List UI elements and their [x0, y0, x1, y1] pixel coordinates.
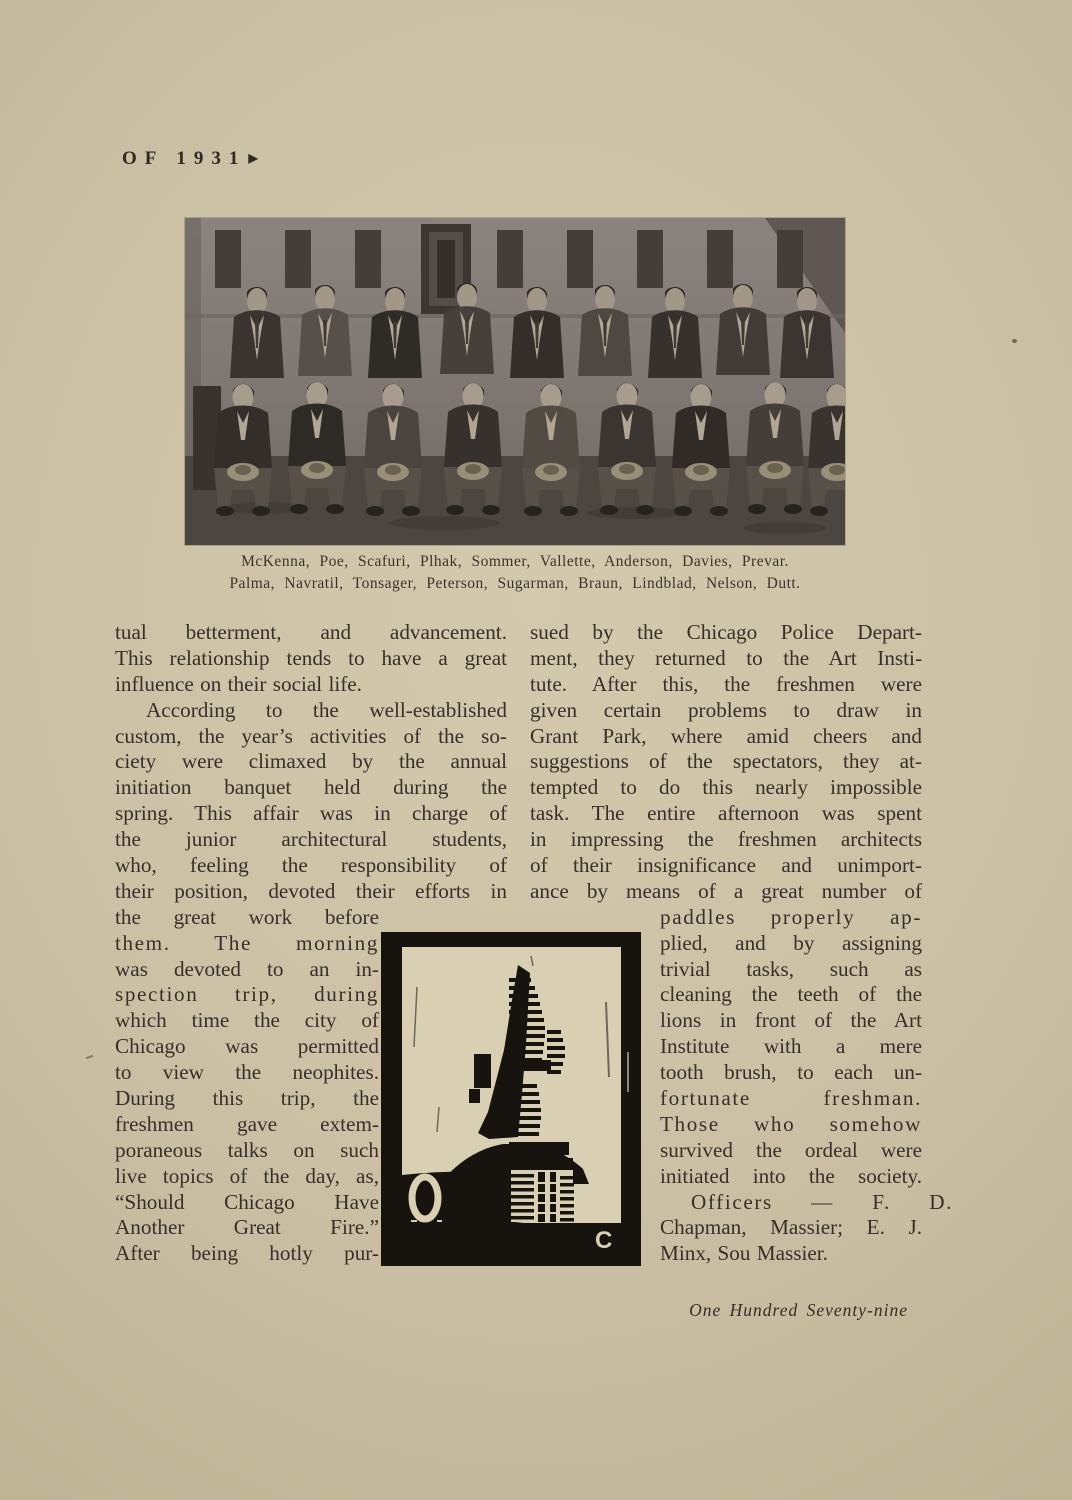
text-line: After being hotly pur- — [115, 1241, 379, 1266]
text-line: live topics of the day, as, — [115, 1163, 379, 1188]
page-header — [122, 148, 258, 170]
text-line: plied, and by assigning — [660, 930, 922, 955]
text-line: ance by means of a great number of — [530, 878, 922, 903]
text-line: suggestions of the spectators, they at- — [530, 749, 922, 774]
scan-speck — [86, 1055, 93, 1059]
text-line: who, feeling the responsibility of — [115, 853, 507, 878]
text-line: According to the well-established — [146, 697, 507, 722]
text-line: tooth brush, to each un- — [660, 1060, 922, 1085]
text-line: spring. This affair was in charge of — [115, 801, 507, 826]
text-line: spection trip, during — [115, 982, 379, 1007]
text-line: paddles properly ap- — [660, 904, 922, 929]
text-line: the great work before — [115, 904, 379, 929]
text-line: their position, devoted their efforts in — [115, 878, 507, 903]
group-photo-scene — [185, 218, 845, 545]
text-line: survived the ordeal were — [660, 1137, 922, 1162]
text-line: them. The morning — [115, 930, 379, 955]
text-line: This relationship tends to have a great — [115, 645, 507, 670]
text-line: tute. After this, the freshmen were — [530, 671, 922, 696]
text-line: ment, they returned to the Art Insti- — [530, 645, 922, 670]
text-line: Grant Park, where amid cheers and — [530, 723, 922, 748]
text-line: Officers — F. D. — [691, 1189, 953, 1214]
woodcut-illustration — [381, 932, 641, 1266]
artist-signature: C — [595, 1227, 613, 1254]
caption-line: McKenna, Poe, Scafuri, Plhak, Sommer, Vallette, Anderson, Davies, Prevar. — [241, 553, 789, 570]
text-line: Chapman, Massier; E. J. — [660, 1215, 922, 1240]
caption-line: Palma, Navratil, Tonsager, Peterson, Sugarman, Braun, Lindblad, Nelson, Dutt. — [229, 574, 801, 592]
text-line: Institute with a mere — [660, 1034, 922, 1059]
scan-speck — [1012, 339, 1017, 343]
text-line: Another Great Fire.” — [115, 1215, 379, 1240]
text-line: was devoted to an in- — [115, 956, 379, 981]
right-triangle-icon: ▶ — [248, 151, 258, 165]
text-line: Minx, Sou Massier. — [660, 1241, 828, 1266]
text-line: poraneous talks on such — [115, 1137, 379, 1162]
text-line: trivial tasks, such as — [660, 956, 922, 981]
text-line: which time the city of — [115, 1008, 379, 1033]
text-line: fortunate freshman. — [660, 1086, 922, 1111]
text-line: sued by the Chicago Police Depart- — [530, 620, 922, 644]
text-line: freshmen gave extem- — [115, 1111, 379, 1136]
text-line: initiation banquet held during the — [115, 775, 507, 800]
text-line: the junior architectural students, — [115, 827, 507, 852]
text-line: lions in front of the Art — [660, 1008, 922, 1033]
text-line: initiated into the society. — [660, 1163, 922, 1188]
text-line: task. The entire afternoon was spent — [530, 801, 922, 826]
header-text: OF 1931 — [122, 148, 247, 169]
text-line: cleaning the teeth of the — [660, 982, 922, 1007]
text-line: Chicago was permitted — [115, 1034, 379, 1059]
text-line: in impressing the freshmen architects — [530, 827, 922, 852]
text-line: Those who somehow — [660, 1111, 922, 1136]
text-line: tempted to do this nearly impossible — [530, 775, 922, 800]
text-line: to view the neophites. — [115, 1060, 379, 1085]
group-photo — [185, 218, 845, 545]
page-number: One Hundred Seventy-nine — [689, 1300, 908, 1320]
text-line: influence on their social life. — [115, 671, 362, 696]
text-line: tual betterment, and advancement. — [115, 620, 507, 644]
text-line: custom, the year’s activities of the so- — [115, 723, 507, 748]
photo-caption — [165, 551, 865, 594]
text-line: of their insignificance and unimport- — [530, 853, 922, 878]
text-line: “Should Chicago Have — [115, 1189, 379, 1214]
text-line: given certain problems to draw in — [530, 697, 922, 722]
woodcut-tower-scene — [381, 932, 641, 1266]
text-line: ciety were climaxed by the annual — [115, 749, 507, 774]
text-line: During this trip, the — [115, 1086, 379, 1111]
